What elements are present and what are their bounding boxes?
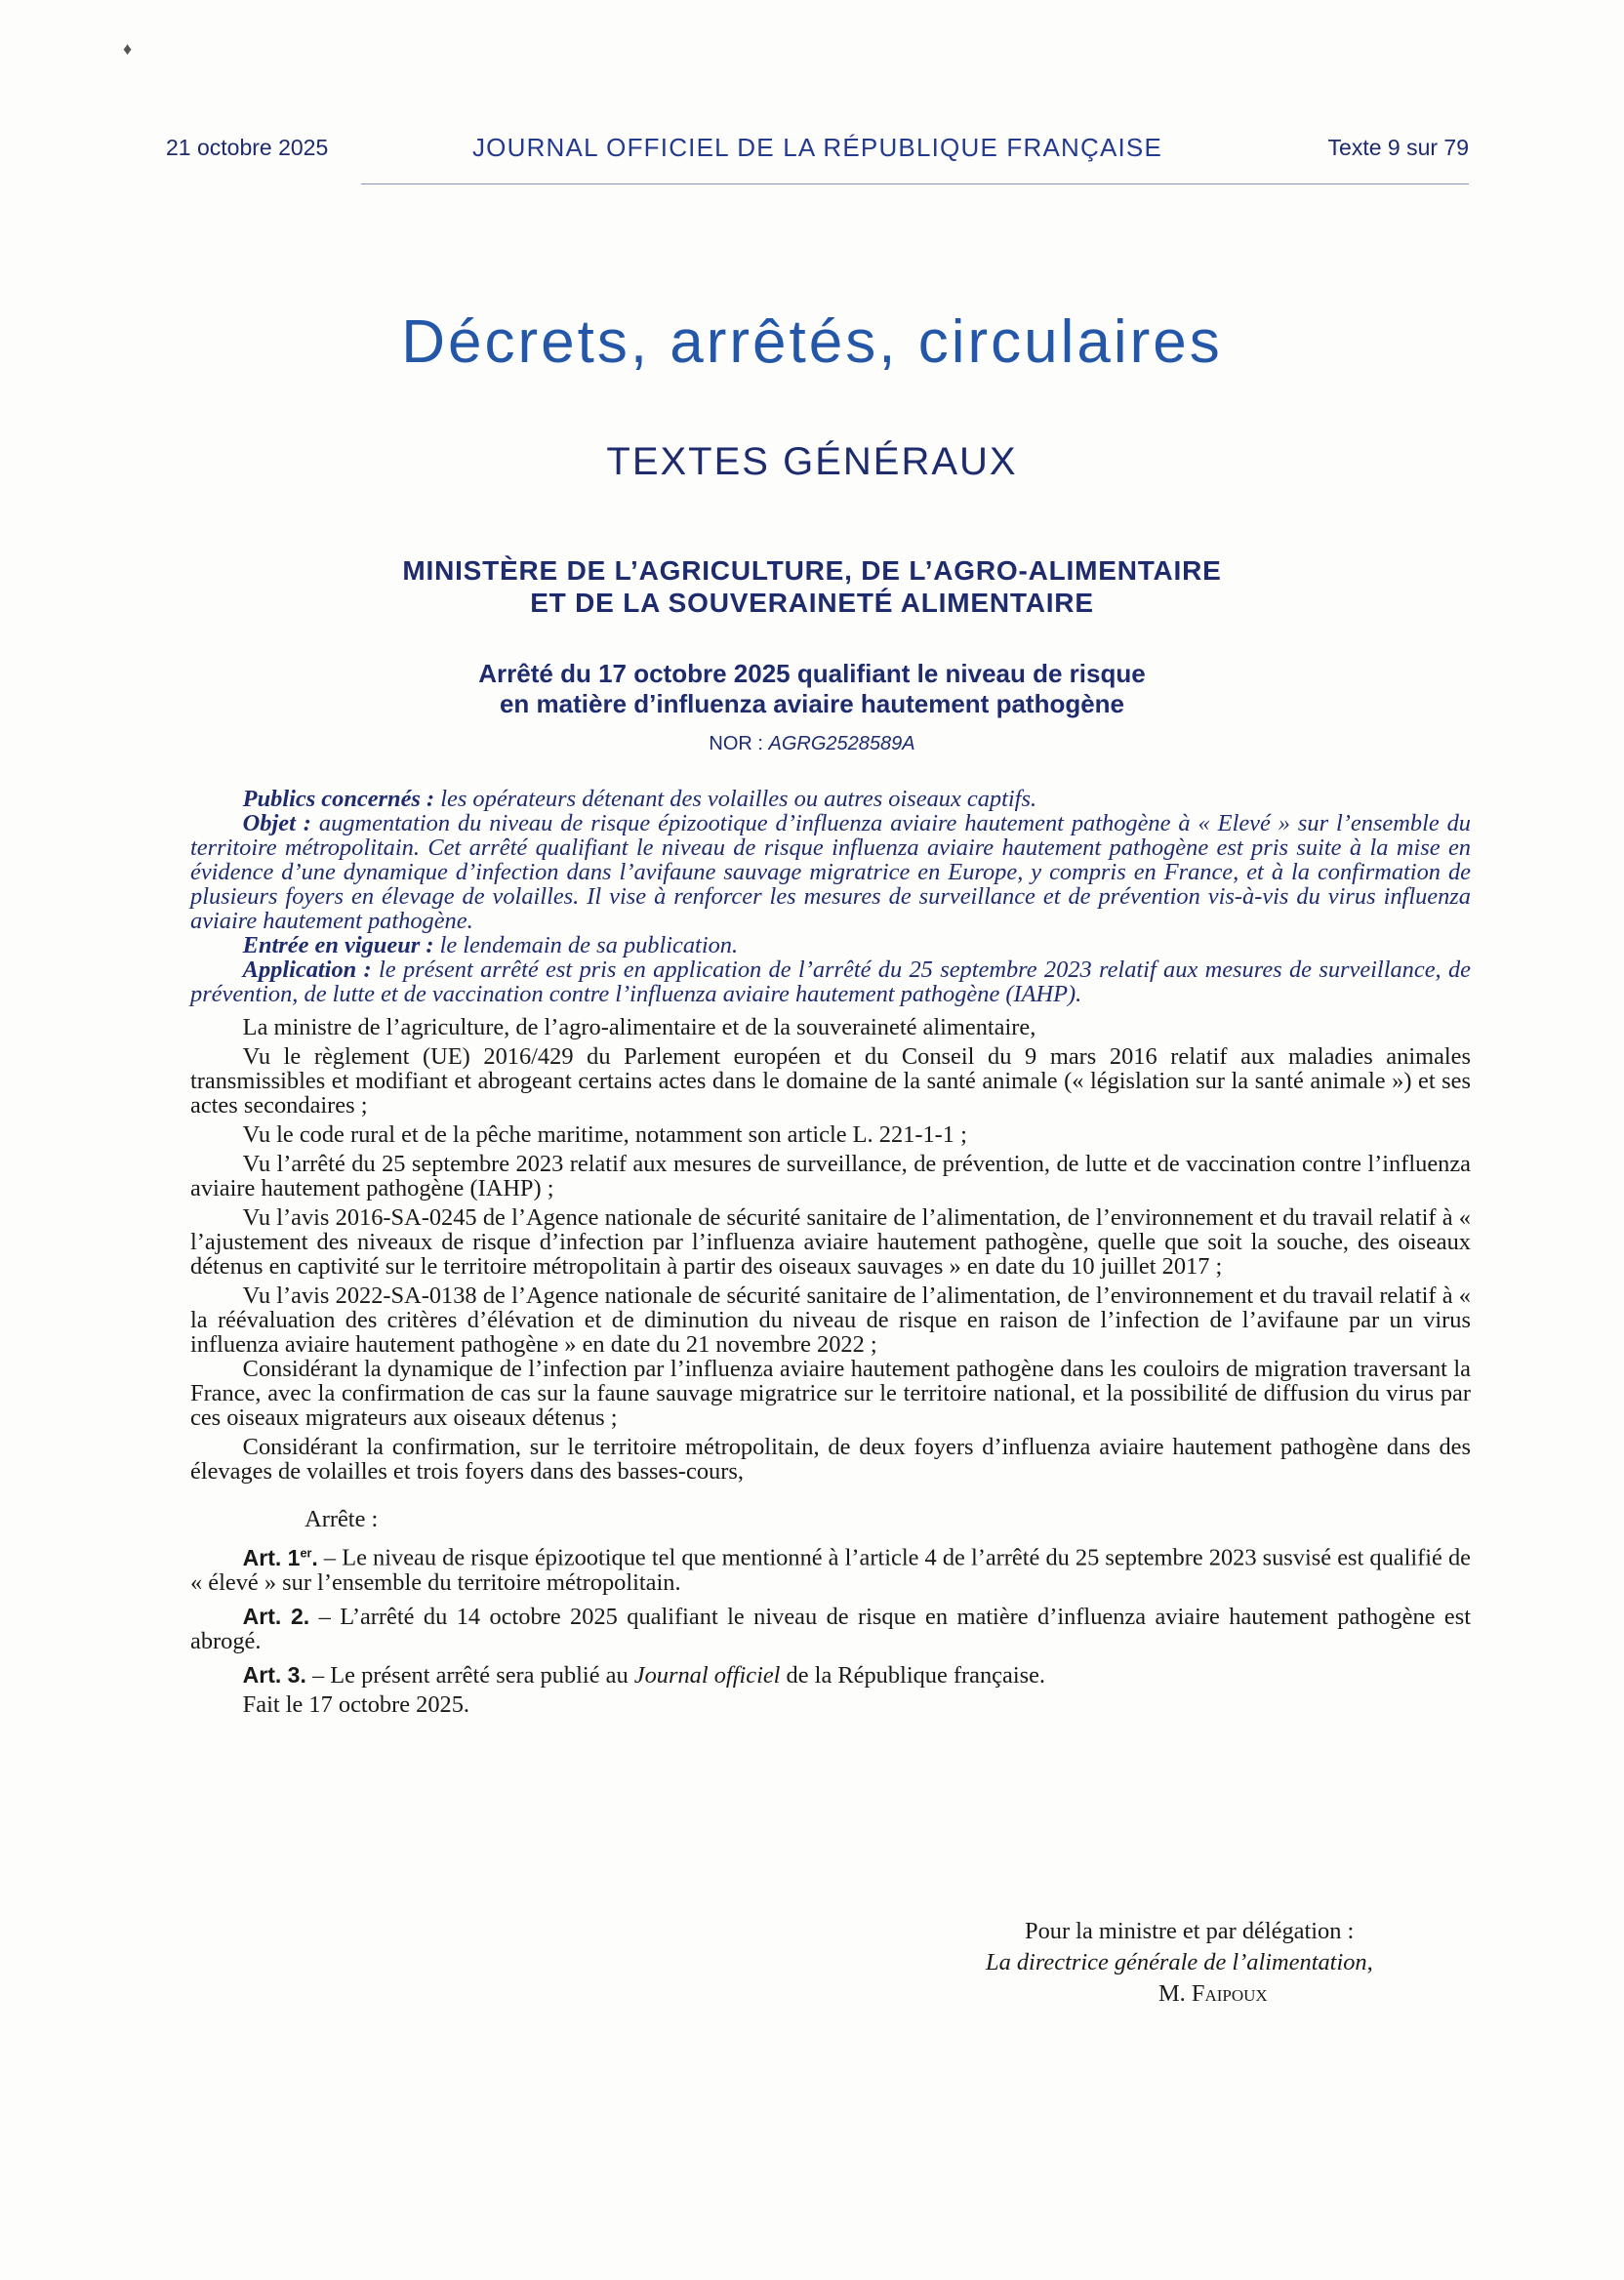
- article-3-text-before: – Le présent arrêté sera publié au: [305, 1661, 634, 1689]
- article-2-label: Art. 2.: [242, 1603, 310, 1629]
- done-at: Fait le 17 octobre 2025.: [242, 1690, 470, 1718]
- signature-initial: M.: [1158, 1980, 1192, 2007]
- notice-objet-text: augmentation du niveau de risque épizootique d’influenza aviaire hautement pathogène à « Elevé » sur l’ensemble du territoire métropolitain. Cet arrêté qualifiant le niveau de risque influenza aviaire hautement pathogène est pris suite à la mise en évidence d’une dynamique d’infection dans l’avifaune sauvage migratrice en Europe, y compris en France, et à la confirmation de plusieurs foyers en élevage de volailles. Il vise à renforcer les mesures de surveillance et de prévention vis-à-vis du virus influenza aviaire hautement pathogène.: [190, 810, 1471, 934]
- running-header: [166, 131, 1469, 170]
- article-1-label-main: Art. 1: [242, 1544, 301, 1570]
- header-date: 21 octobre 2025: [166, 135, 329, 160]
- arrete-title-line-1: Arrêté du 17 octobre 2025 qualifiant le niveau de risque: [478, 659, 1146, 688]
- signature-block: [976, 1916, 1464, 2010]
- notice-entree-label: Entrée en vigueur :: [242, 932, 434, 958]
- article-3-text-italic: Journal officiel: [633, 1661, 781, 1689]
- visa-paragraph: Vu l’avis 2022-SA-0138 de l’Agence nationale de sécurité sanitaire de l’alimentation, de l’environnement et du travail relatif à « la réévaluation des critères d’élévation et de diminution du niveau de risque en raison de l’infection de l’avifaune par un virus influenza aviaire hautement pathogène » en date du 21 novembre 2022 ;: [190, 1282, 1471, 1358]
- notice-publics-label: Publics concernés :: [242, 786, 435, 812]
- notice-entree-text: le lendemain de sa publication.: [433, 932, 739, 958]
- visa-paragraph: Considérant la confirmation, sur le territoire métropolitain, de deux foyers d’influenza aviaire hautement pathogène dans des élevages de volailles et trois foyers dans des basses-cours,: [190, 1434, 1471, 1485]
- signature-name: [976, 1978, 1464, 2010]
- ministry-line-1: MINISTÈRE DE L’AGRICULTURE, DE L’AGRO-ALIMENTAIRE: [402, 555, 1222, 586]
- visa-paragraph: Vu le règlement (UE) 2016/429 du Parlement européen et du Conseil du 9 mars 2016 relatif aux maladies animales transmissibles et modifiant et abrogeant certains actes dans le domaine de la santé animale (« législation sur la santé animale ») et ses actes secondaires ;: [190, 1043, 1471, 1119]
- header-divider: [361, 183, 1469, 184]
- notice-entree: [190, 933, 1471, 957]
- signature-role: La directrice générale de l’alimentation,: [986, 1949, 1373, 1975]
- section-title: Décrets, arrêtés, circulaires: [401, 308, 1223, 376]
- notice-publics-text: les opérateurs détenant des volailles ou autres oiseaux captifs.: [434, 786, 1037, 812]
- subsection-title: TEXTES GÉNÉRAUX: [606, 440, 1018, 483]
- ministry-line-2: ET DE LA SOUVERAINETÉ ALIMENTAIRE: [530, 588, 1094, 618]
- article-1: [190, 1541, 1471, 1595]
- article-1-label-sup: er: [300, 1546, 312, 1560]
- article-1-label-end: .: [311, 1544, 318, 1570]
- nor-value: AGRG2528589A: [768, 733, 915, 754]
- nor-reference: [0, 733, 1624, 755]
- article-2-text: – L’arrêté du 14 octobre 2025 qualifiant le niveau de risque en matière d’influenza aviaire hautement pathogène est abrogé.: [190, 1603, 1471, 1654]
- article-3: [190, 1663, 1471, 1688]
- article-3-text-after: de la République française.: [780, 1661, 1046, 1689]
- article-1-text: – Le niveau de risque épizootique tel que mentionné à l’article 4 de l’arrêté du 25 septembre 2023 susvisé est qualifié de « élevé » sur l’ensemble du territoire métropolitain.: [190, 1544, 1471, 1596]
- ministry-name: [0, 554, 1624, 619]
- visa-paragraph: La ministre de l’agriculture, de l’agro-alimentaire et de la souveraineté alimentaire,: [242, 1014, 1036, 1040]
- article-1-label: [243, 1545, 318, 1570]
- notice-application-label: Application :: [242, 957, 372, 983]
- arrete-title-line-2: en matière d’influenza aviaire hautement pathogène: [499, 689, 1125, 718]
- nor-label: NOR :: [709, 733, 769, 754]
- visa-paragraph: Vu l’avis 2016-SA-0245 de l’Agence nationale de sécurité sanitaire de l’alimentation, de l’environnement et du travail relatif à « l’ajustement des niveaux de risque d’infection par l’influenza aviaire hautement pathogène, quelle que soit la souche, des oiseaux détenus en captivité sur le territoire métropolitain à partir des oiseaux sauvages » en date du 10 juillet 2017 ;: [190, 1204, 1471, 1280]
- arrete-title: [0, 659, 1624, 719]
- header-journal-title: JOURNAL OFFICIEL DE LA RÉPUBLIQUE FRANÇAISE: [471, 133, 1163, 162]
- header-text-number: Texte 9 sur 79: [1327, 135, 1469, 160]
- visa-paragraph: Considérant la dynamique de l’infection par l’influenza aviaire hautement pathogène dans les couloirs de migration traversant la France, avec la confirmation de cas sur la faune sauvage migratrice sur le territoire national, et la possibilité de diffusion du virus par ces oiseaux migrateurs aux oiseaux détenus ;: [190, 1356, 1471, 1431]
- notice-objet-label: Objet :: [242, 810, 311, 836]
- corner-mark: ♦: [123, 39, 133, 59]
- notice-objet: [190, 811, 1471, 933]
- notice-application-text: le présent arrêté est pris en application de l’arrêté du 25 septembre 2023 relatif aux mesures de surveillance, de prévention, de lutte et de vaccination contre l’influenza aviaire hautement pathogène (IAHP).: [190, 957, 1471, 1007]
- article-2: [190, 1605, 1471, 1653]
- notice-application: [190, 957, 1471, 1006]
- arrete-word: Arrête :: [304, 1506, 379, 1532]
- notice-publics: [190, 787, 1471, 811]
- document-body: [190, 787, 1471, 1717]
- signature-delegation: Pour la ministre et par délégation :: [1025, 1918, 1355, 1944]
- signature-surname: Faipoux: [1191, 1980, 1268, 2007]
- article-3-label: Art. 3.: [242, 1661, 306, 1688]
- visa-paragraph: Vu le code rural et de la pêche maritime, notamment son article L. 221-1-1 ;: [242, 1121, 967, 1148]
- visa-paragraph: Vu l’arrêté du 25 septembre 2023 relatif aux mesures de surveillance, de prévention, de lutte et de vaccination contre l’influenza aviaire hautement pathogène (IAHP) ;: [190, 1151, 1471, 1201]
